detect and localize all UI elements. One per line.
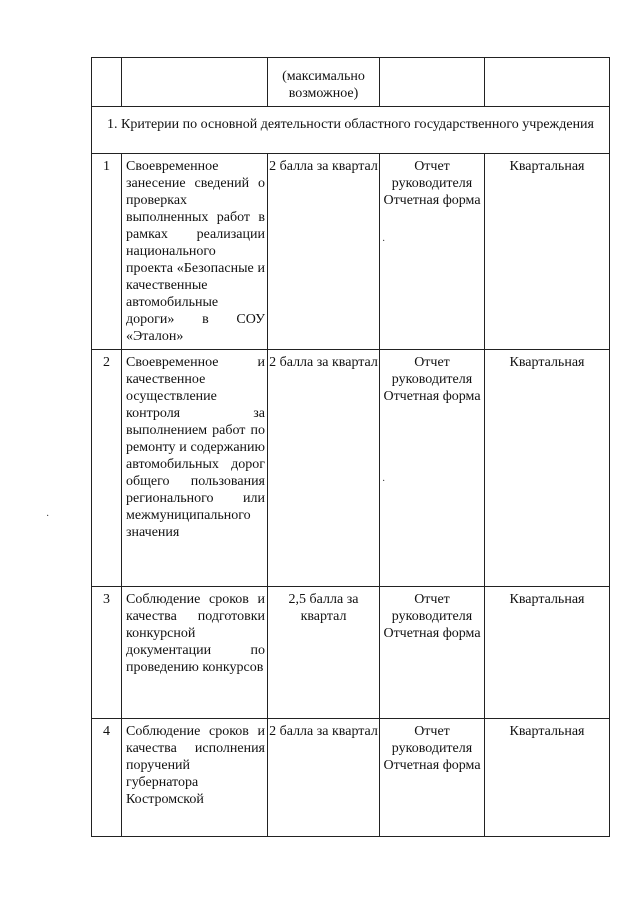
- scan-mark: ·: [46, 511, 50, 522]
- criteria-table: [91, 57, 610, 837]
- header-cell-number: [92, 58, 122, 107]
- row-score: 2 балла за квартал: [268, 719, 380, 837]
- row-description: Соблюдение сроков и качества исполнения поручений губернатора Костромской: [122, 719, 268, 837]
- header-cell-description: [122, 58, 268, 107]
- table-row: [92, 154, 610, 350]
- table-row: [92, 719, 610, 837]
- row-description: Своевременное и качественное осуществление контроля за выполнением работ по ремонту и содержанию автомобильных дорог общего пользования регионального или межмуниципального значения: [122, 350, 268, 587]
- row-number: 2: [92, 350, 122, 587]
- table-header-row: [92, 58, 610, 107]
- row-period: Квартальная: [485, 719, 610, 837]
- row-source: Отчет руководителя Отчетная форма: [380, 350, 485, 587]
- section-title-cell: [92, 107, 610, 154]
- row-score: 2 балла за квартал: [268, 350, 380, 587]
- header-cell-score: [268, 58, 380, 107]
- header-cell-period: [485, 58, 610, 107]
- section-title: 1. Критерии по основной деятельности областного государственного учреждения: [107, 117, 594, 132]
- header-cell-source: [380, 58, 485, 107]
- row-period: Квартальная: [485, 154, 610, 350]
- scan-mark: ·: [382, 476, 386, 487]
- row-number: 1: [92, 154, 122, 350]
- row-source: Отчет руководителя Отчетная форма: [380, 719, 485, 837]
- row-source: Отчет руководителя Отчетная форма: [380, 587, 485, 719]
- row-score: 2,5 балла за квартал: [268, 587, 380, 719]
- table-row: [92, 350, 610, 587]
- row-score: 2 балла за квартал: [268, 154, 380, 350]
- row-period: Квартальная: [485, 350, 610, 587]
- table-row: [92, 587, 610, 719]
- row-description: Соблюдение сроков и качества подготовки конкурсной документации по проведению конкурсов: [122, 587, 268, 719]
- row-source: Отчет руководителя Отчетная форма: [380, 154, 485, 350]
- row-description: Своевременное занесение сведений о проверках выполненных работ в рамках реализации национального проекта «Безопасные и качественные автомобильные дороги» в СОУ «Эталон»: [122, 154, 268, 350]
- row-number: 4: [92, 719, 122, 837]
- row-period: Квартальная: [485, 587, 610, 719]
- scan-mark: ·: [382, 236, 386, 247]
- row-number: 3: [92, 587, 122, 719]
- header-score-note: (максимально возможное): [282, 69, 365, 101]
- section-row: [92, 107, 610, 154]
